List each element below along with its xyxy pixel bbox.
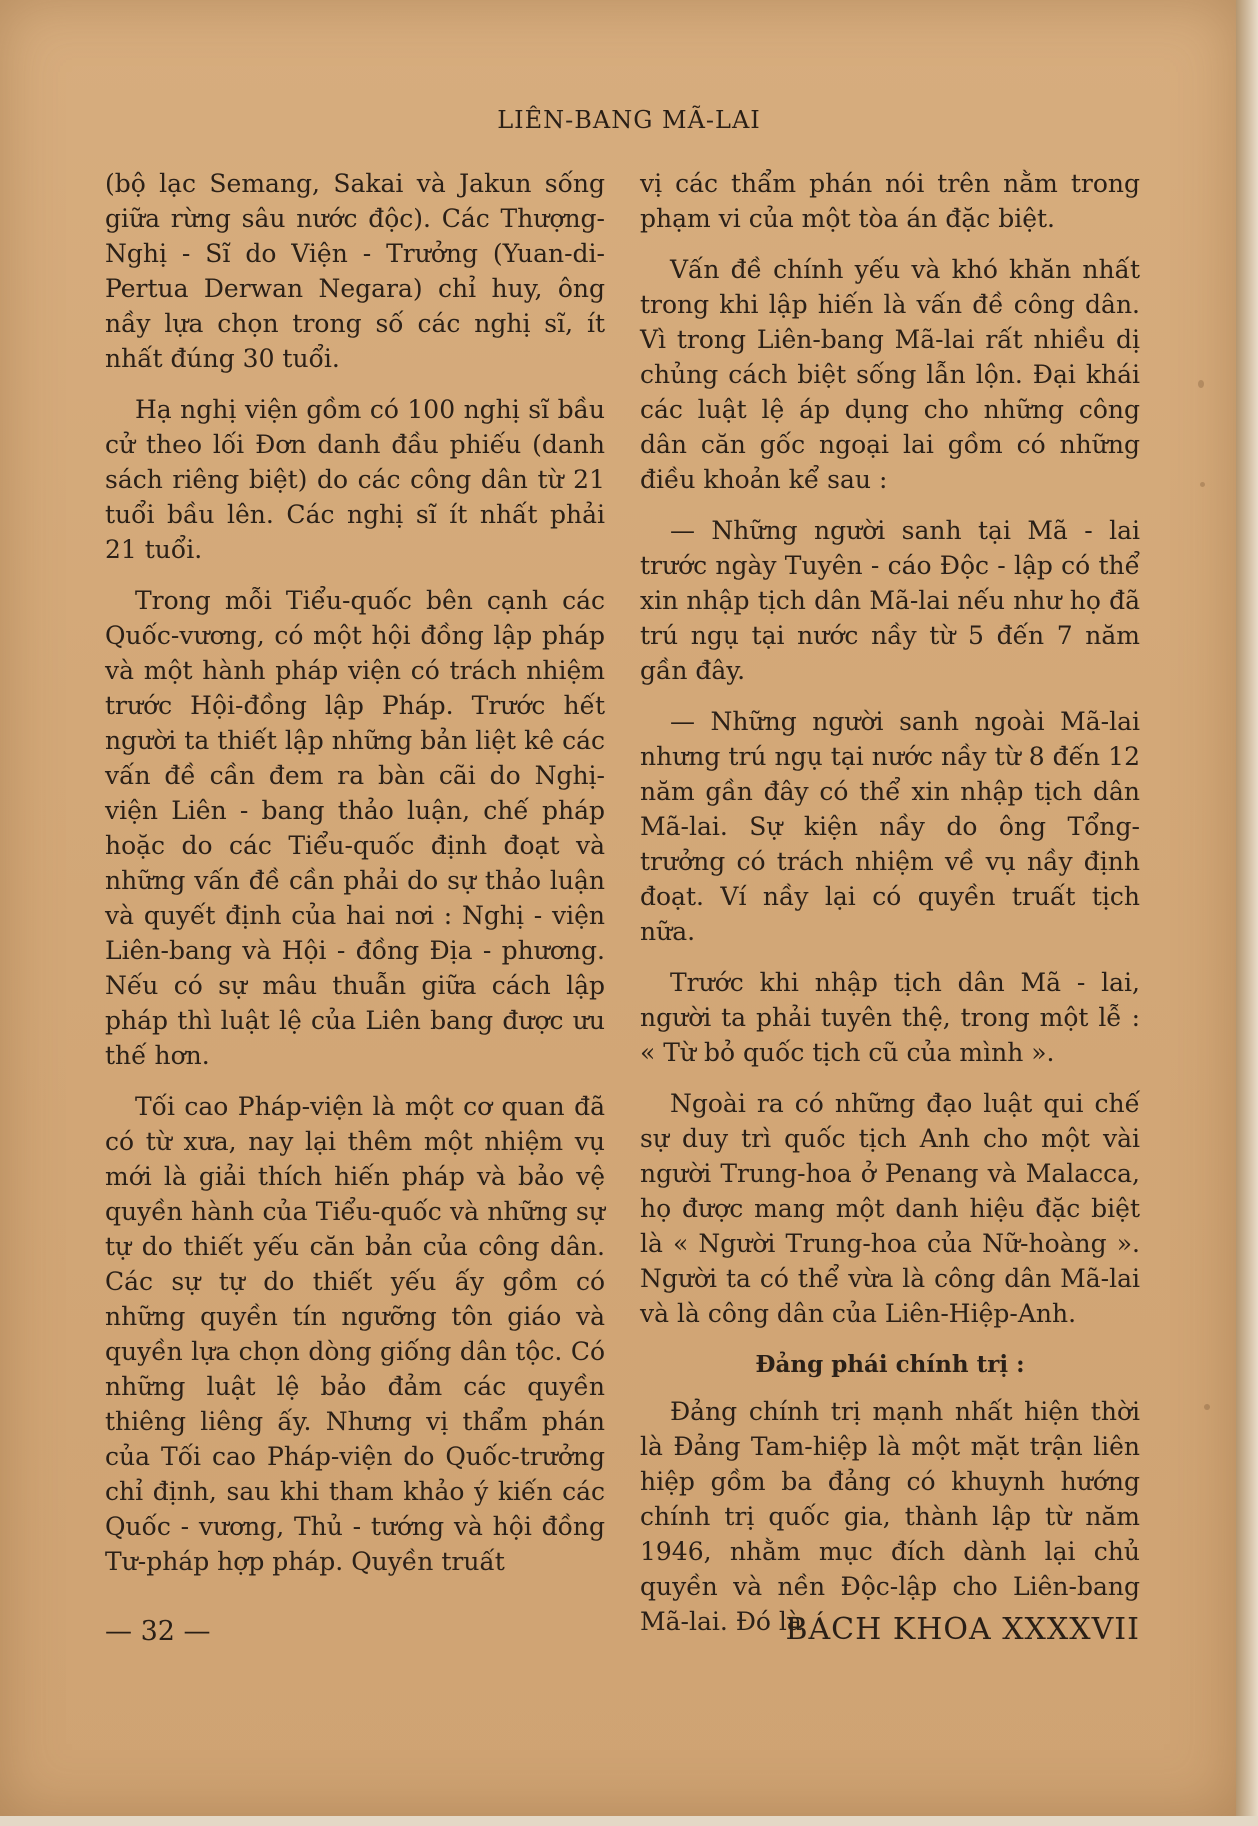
right-paragraph-3: — Những người sanh tại Mã - lai trước ngày Tuyên - cáo Độc - lập có thể xin nhập tịch dân Mã-lai nếu như họ đã trú ngụ tại nước nầy từ 5 đến 7 năm gần đây. [640,516,1140,685]
right-paragraph-7: Đảng chính trị mạnh nhất hiện thời là Đảng Tam-hiệp là một mặt trận liên hiệp gồm ba đảng có khuynh hướng chính trị quốc gia, thành lập từ năm 1946, nhằm mục đích dành lại chủ quyền và nền Độc-lập cho Liên-bang Mã-lai. Đó là [640,1397,1140,1636]
running-title: LIÊN-BANG MÃ-LAI [497,106,761,134]
left-paragraph-1: (bộ lạc Semang, Sakai và Jakun sống giữa rừng sâu nước độc). Các Thượng-Nghị - Sĩ do Viện - Trưởng (Yuan-di-Pertua Derwan Negara) chỉ huy, ông nầy lựa chọn trong số các nghị sĩ, ít nhất đúng 30 tuổi. [105,169,605,373]
page-number: — 32 — [105,1616,211,1647]
right-paragraph-4: — Những người sanh ngoài Mã-lai nhưng trú ngụ tại nước nầy từ 8 đến 12 năm gần đây có thể xin nhập tịch dân Mã-lai. Sự kiện nầy do ông Tổng-trưởng có trách nhiệm về vụ nầy định đoạt. Ví nầy lại có quyền truất tịch nữa. [640,707,1140,946]
paper-stain [1204,1404,1210,1410]
paper-stain [1200,482,1205,487]
page-edge [1236,0,1258,1826]
right-paragraph-6: Ngoài ra có những đạo luật qui chế sự duy trì quốc tịch Anh cho một vài người Trung-hoa ở Penang và Malacca, họ được mang một danh hiệu đặc biệt là « Người Trung-hoa của Nữ-hoàng ». Người ta có thể vừa là công dân Mã-lai và là công dân của Liên-Hiệp-Anh. [640,1089,1140,1328]
left-column [105,166,605,1595]
paper-stain [1198,380,1204,388]
page-bottom-edge [0,1816,1258,1826]
right-column [640,166,1140,1655]
left-paragraph-2: Hạ nghị viện gồm có 100 nghị sĩ bầu cử theo lối Đơn danh đầu phiếu (danh sách riêng biệt) do các công dân từ 21 tuổi bầu lên. Các nghị sĩ ít nhất phải 21 tuổi. [105,395,605,564]
section-subheading: Đảng phái chính trị : [755,1351,1025,1378]
right-paragraph-2: Vấn đề chính yếu và khó khăn nhất trong khi lập hiến là vấn đề công dân. Vì trong Liên-bang Mã-lai rất nhiều dị chủng cách biệt sống lẫn lộn. Đại khái các luật lệ áp dụng cho những công dân căn gốc ngoại lai gồm có những điều khoản kể sau : [640,255,1140,494]
journal-name: BÁCH KHOA XXXXVII [785,1612,1140,1647]
left-paragraph-3: Trong mỗi Tiểu-quốc bên cạnh các Quốc-vương, có một hội đồng lập pháp và một hành pháp viện có trách nhiệm trước Hội-đồng lập Pháp. Trước hết người ta thiết lập những bản liệt kê các vấn đề cần đem ra bàn cãi do Nghị-viện Liên - bang thảo luận, chế pháp hoặc do các Tiểu-quốc định đoạt và những vấn đề cần phải do sự thảo luận và quyết định của hai nơi : Nghị - viện Liên-bang và Hội - đồng Địa - phương. Nếu có sự mâu thuẫn giữa cách lập pháp thì luật lệ của Liên bang được ưu thế hơn. [105,586,605,1070]
left-paragraph-4: Tối cao Pháp-viện là một cơ quan đã có từ xưa, nay lại thêm một nhiệm vụ mới là giải thích hiến pháp và bảo vệ quyền hành của Tiểu-quốc và những sự tự do thiết yếu căn bản của công dân. Các sự tự do thiết yếu ấy gồm có những quyền tín ngưỡng tôn giáo và quyền lựa chọn dòng giống dân tộc. Có những luật lệ bảo đảm các quyền thiêng liêng ấy. Nhưng vị thẩm phán của Tối cao Pháp-viện do Quốc-trưởng chỉ định, sau khi tham khảo ý kiến các Quốc - vương, Thủ - tướng và hội đồng Tư-pháp hợp pháp. Quyền truất [105,1092,605,1576]
right-paragraph-5: Trước khi nhập tịch dân Mã - lai, người ta phải tuyên thệ, trong một lễ : « Từ bỏ quốc tịch cũ của mình ». [640,968,1140,1067]
right-paragraph-1: vị các thẩm phán nói trên nằm trong phạm vi của một tòa án đặc biệt. [640,169,1140,233]
